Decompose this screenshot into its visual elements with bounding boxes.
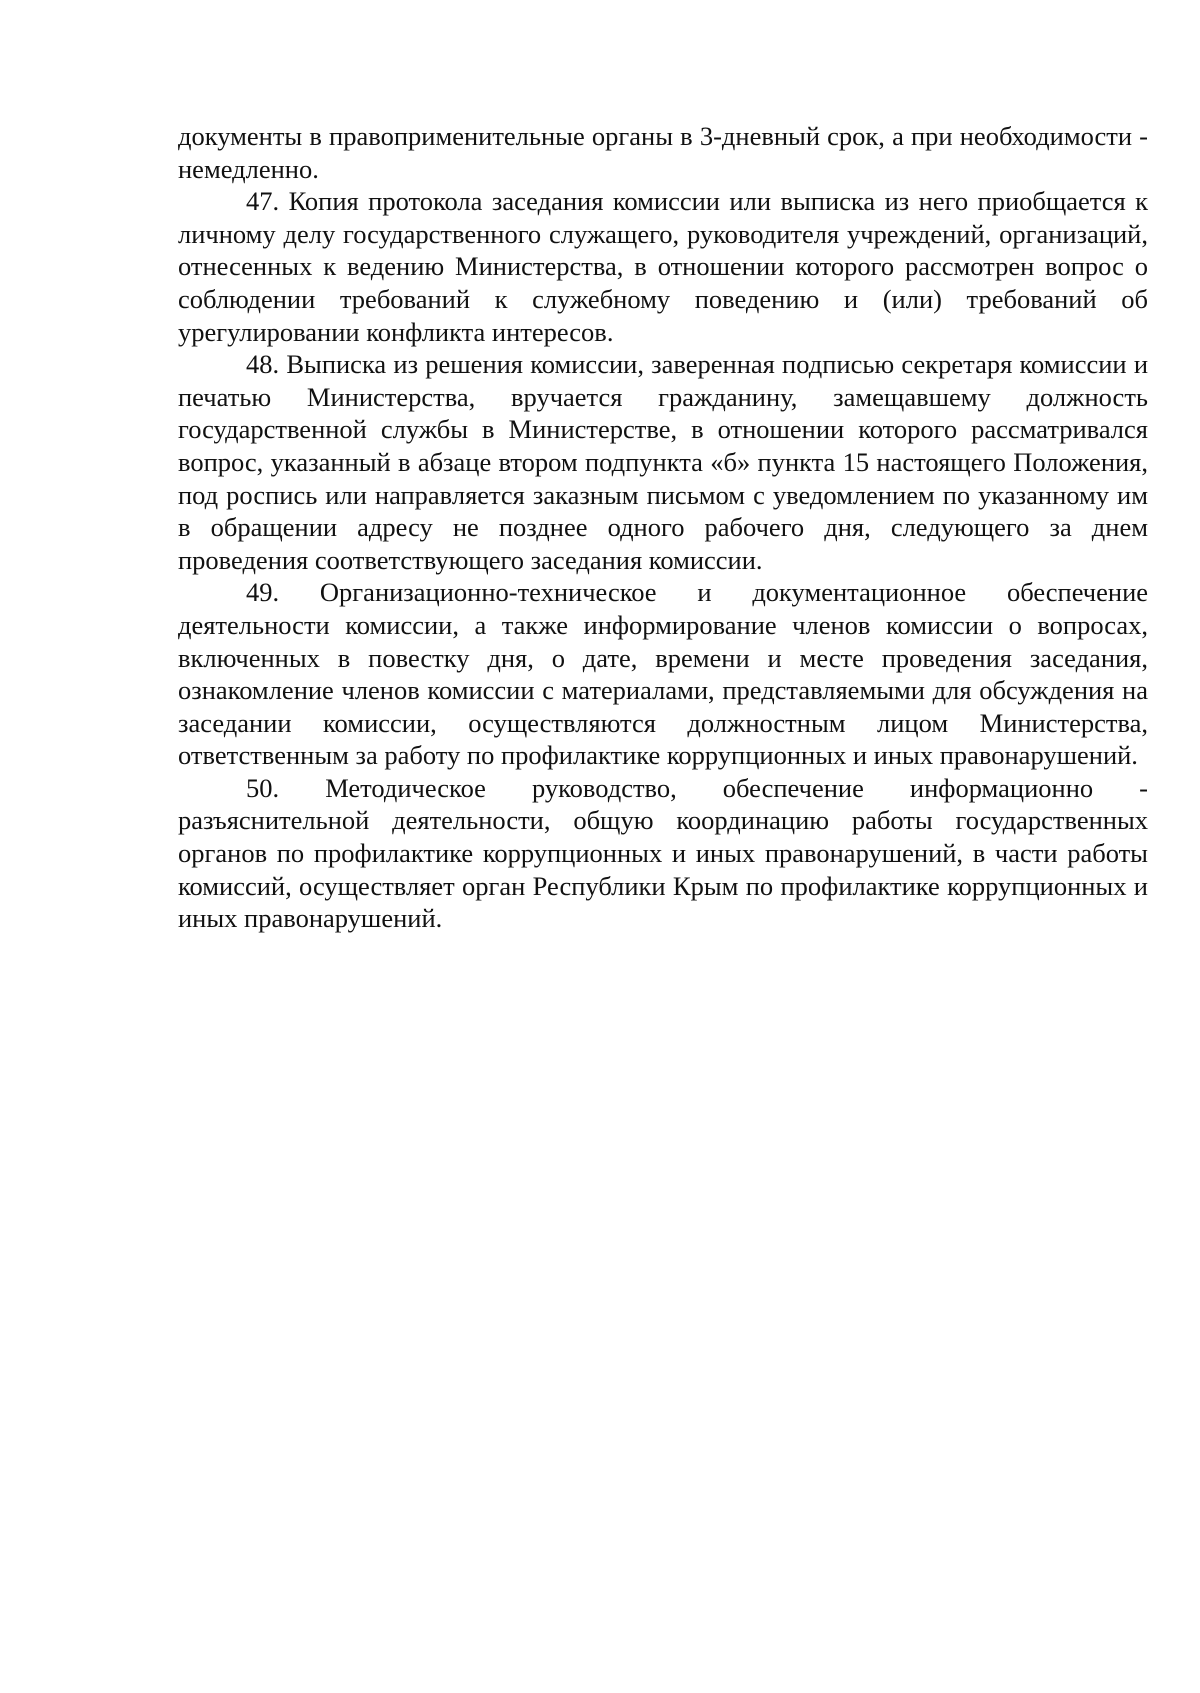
paragraph-48 (178, 348, 1148, 576)
paragraph-49 (178, 576, 1148, 772)
paragraph-number: 48. (246, 349, 280, 380)
paragraph-text: Организационно-техническое и документационное обеспечение деятельности комиссии, а также информирование членов комиссии о вопросах, включенных в повестку дня, о дате, времени и месте проведения заседания, ознакомление членов комиссии с материалами, представляемыми для обсуждения на заседании комиссии, осуществляются должностным лицом Министерства, ответственным за работу по профилактике коррупционных и иных правонарушений. (178, 577, 1149, 771)
paragraph-number: 47. (246, 186, 280, 217)
paragraph-number: 50. (246, 772, 280, 803)
paragraph-text: Копия протокола заседания комиссии или выписка из него приобщается к личному делу государственного служащего, руководителя учреждений, организаций, отнесенных к ведению Министерства, в отношении которого рассмотрен вопрос о соблюдении требований к служебному поведению и (или) требований об урегулировании конфликта интересов. (178, 186, 1148, 347)
paragraph-text: Выписка из решения комиссии, заверенная подписью секретаря комиссии и печатью Министерства, вручается гражданину, замещавшему должность государственной службы в Министерстве, в отношении которого рассматривался вопрос, указанный в абзаце втором подпункта «б» пункта 15 настоящего Положения, под роспись или направляется заказным письмом с уведомлением по указанному им в обращении адресу не позднее одного рабочего дня, следующего за днем проведения соответствующего заседания комиссии. (178, 349, 1148, 575)
paragraph-47 (178, 185, 1148, 348)
paragraph-number: 49. (246, 577, 280, 608)
paragraph-text: Методическое руководство, обеспечение информационно - разъяснительной деятельности, общую координацию работы государственных органов по профилактике коррупционных и иных правонарушений, в части работы комиссий, осуществляет орган Республики Крым по профилактике коррупционных и иных правонарушений. (178, 772, 1149, 934)
document-body (178, 120, 1148, 935)
paragraph-50 (178, 772, 1148, 935)
paragraph-text: документы в правоприменительные органы в 3-дневный срок, а при необходимости - немедленно. (178, 121, 1148, 184)
paragraph-continuation (178, 120, 1148, 185)
